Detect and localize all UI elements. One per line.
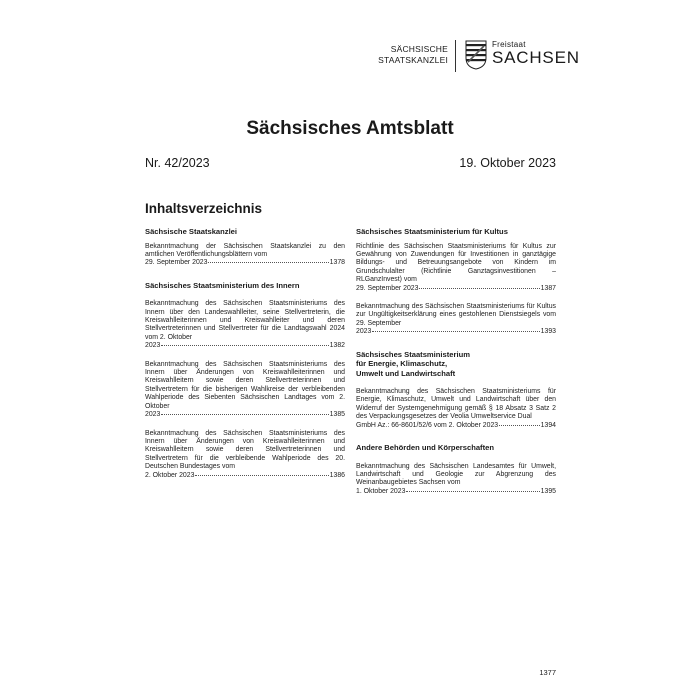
logo-divider — [455, 40, 456, 72]
toc-page-number: 1387 — [540, 284, 556, 292]
section-title-staatskanzlei: Sächsische Staatskanzlei — [145, 227, 238, 236]
toc-entry-text-end: 29. September 2023 — [356, 284, 419, 292]
staatskanzlei-logo — [370, 44, 448, 66]
toc-page-number: 1385 — [329, 411, 345, 419]
section-title-innern: Sächsisches Staatsministerium des Innern — [145, 280, 300, 290]
sachsen-label: SACHSEN — [492, 48, 580, 67]
toc-entry[interactable] — [356, 463, 556, 497]
toc-entry-text-end: 1. Oktober 2023 — [356, 487, 406, 495]
staatskanzlei-logo-line2: STAATSKANZLEI — [378, 55, 448, 65]
toc-entry-text: Bekanntmachung der Sächsischen Staatskanzlei zu den amtlichen Veröffentlichungsblättern vom — [145, 242, 345, 258]
toc-entry-text-end: 2023 — [145, 411, 161, 419]
leader-dots — [195, 474, 328, 476]
leader-dots — [372, 330, 539, 332]
toc-page-number: 1378 — [329, 259, 345, 267]
section-title-kultus: Sächsisches Staatsministerium für Kultus — [356, 227, 508, 236]
leader-dots — [406, 490, 539, 492]
toc-entry[interactable] — [145, 361, 345, 420]
toc-entry-text-end: GmbH Az.: 66-8601/52/6 vom 2. Oktober 2023 — [356, 421, 499, 429]
freistaat-label: Freistaat — [492, 40, 526, 49]
staatskanzlei-logo-line1: SÄCHSISCHE — [390, 44, 448, 54]
toc-heading: Inhaltsverzeichnis — [145, 201, 263, 216]
toc-entry[interactable] — [356, 243, 556, 293]
page-number: 1377 — [539, 668, 556, 677]
leader-dots — [161, 344, 328, 346]
section-title-energie-klimaschutz — [356, 350, 556, 379]
page-title: Sächsisches Amtsblatt — [246, 118, 454, 139]
toc-entry-text: Richtlinie des Sächsischen Staatsministeriums für Kultus zur Gewährung von Zuwendungen für Investitionen in ganztägige Bildungs- und Betreuungsangebote von Kindern im Grundschulalter (Richtlinie Ganztagsinvestitionen – RLGanzInvest) vom — [356, 242, 556, 284]
leader-dots — [499, 424, 540, 426]
toc-page-number: 1394 — [540, 421, 556, 429]
toc-page-number: 1393 — [540, 328, 556, 336]
toc-entry-text: Bekanntmachung des Sächsischen Staatsministeriums des Innern über Änderungen von Kreiswahlleiterinnen und Kreiswahlleitern sowie deren Stellvertreterinnen und Stellvertretern für die verbleibende Wahlperiode des 20. Deutschen Bundestages vom — [145, 429, 345, 471]
section-title-line: Umwelt und Landwirtschaft — [356, 368, 456, 378]
toc-entry-text-end: 2023 — [145, 342, 161, 350]
leader-dots — [208, 261, 328, 263]
toc-entry-text: Bekanntmachung des Sächsischen Staatsministeriums des Innern über Änderungen von Kreiswahlleiterinnen und Kreiswahlleitern sowie deren Stellvertreterinnen und Stellvertretern für die bisherigen Wahlkreise der verbleibenden Wahlperiode des Siebenten Sächsischen Landtages vom 2. Oktober — [145, 360, 345, 410]
freistaat-sachsen-logo — [492, 40, 580, 67]
toc-right-column — [356, 227, 556, 496]
leader-dots — [161, 413, 328, 415]
toc-page-number: 1386 — [329, 471, 345, 479]
toc-page-number: 1395 — [540, 487, 556, 495]
toc-left-column — [145, 227, 345, 480]
issue-date: 19. Oktober 2023 — [459, 156, 556, 170]
toc-entry[interactable] — [356, 388, 556, 430]
issue-number: Nr. 42/2023 — [145, 156, 210, 170]
toc-entry[interactable] — [145, 430, 345, 480]
toc-entry-text: Bekanntmachung des Sächsischen Staatsministeriums für Kultus zur Ungültigkeitserklärung eines gestohlenen Dienstsiegels vom 29. September — [356, 302, 556, 327]
leader-dots — [419, 287, 539, 289]
toc-entry[interactable] — [356, 303, 556, 337]
toc-entry[interactable] — [145, 243, 345, 268]
section-title-andere-behoerden: Andere Behörden und Körperschaften — [356, 443, 494, 453]
toc-page-number: 1382 — [329, 342, 345, 350]
toc-entry-text: Bekanntmachung des Sächsischen Staatsministeriums des Innern über den Landeswahlleiter, seine Stellvertreterin, die Kreiswahlleiterinnen und Kreiswahlleiter und deren Stellvertreterinnen und Stellvertreter für die Landtagswahl 2024 vom 2. Oktober — [145, 300, 345, 341]
saxony-coat-of-arms-icon — [465, 40, 487, 70]
toc-entry-text-end: 2023 — [356, 328, 372, 336]
section-title-line: für Energie, Klimaschutz, — [356, 359, 448, 369]
toc-entry-text-end: 29. September 2023 — [145, 259, 208, 267]
toc-entry-text: Bekanntmachung des Sächsischen Staatsministeriums für Energie, Klimaschutz, Umwelt und Landwirtschaft über den Widerruf der Systemgenehmigung gemäß § 18 Absatz 3 Satz 2 des Verpackungsgesetzes der Veolia Umweltservice Dual — [356, 388, 556, 421]
toc-entry[interactable] — [145, 300, 345, 350]
section-title-line: Sächsisches Staatsministerium — [356, 349, 470, 359]
toc-entry-text-end: 2. Oktober 2023 — [145, 471, 195, 479]
toc-entry-text: Bekanntmachung des Sächsischen Landesamtes für Umwelt, Landwirtschaft und Geologie zur Abgrenzung des Weinanbaugebietes Sachsen vom — [356, 462, 556, 487]
